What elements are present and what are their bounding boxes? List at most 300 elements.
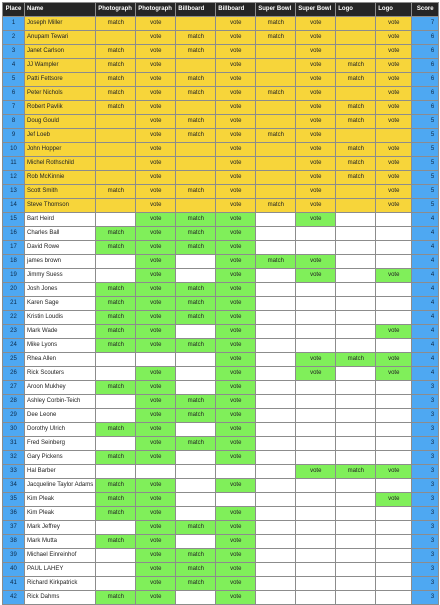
- superbowl-match-cell[interactable]: [256, 521, 296, 535]
- logo-match-cell[interactable]: [336, 409, 376, 423]
- place-cell[interactable]: 4: [3, 59, 25, 73]
- superbowl-match-cell[interactable]: [256, 563, 296, 577]
- name-cell[interactable]: Aroon Mukhey: [25, 381, 96, 395]
- logo-match-cell[interactable]: [336, 185, 376, 199]
- photograph-vote-cell[interactable]: vote: [136, 577, 176, 591]
- photograph-vote-cell[interactable]: vote: [136, 171, 176, 185]
- name-cell[interactable]: Kim Pleak: [25, 493, 96, 507]
- billboard-vote-cell[interactable]: vote: [216, 563, 256, 577]
- name-cell[interactable]: Patti Fettsore: [25, 73, 96, 87]
- superbowl-vote-cell[interactable]: [296, 339, 336, 353]
- superbowl-match-cell[interactable]: [256, 353, 296, 367]
- name-cell[interactable]: Michel Rothschild: [25, 157, 96, 171]
- photograph-match-cell[interactable]: match: [96, 283, 136, 297]
- billboard-vote-cell[interactable]: vote: [216, 423, 256, 437]
- name-cell[interactable]: Josh Jones: [25, 283, 96, 297]
- billboard-match-cell[interactable]: [176, 451, 216, 465]
- logo-match-cell[interactable]: [336, 17, 376, 31]
- logo-match-cell[interactable]: [336, 577, 376, 591]
- photograph-match-cell[interactable]: match: [96, 423, 136, 437]
- name-cell[interactable]: Mark Mutta: [25, 535, 96, 549]
- logo-vote-cell[interactable]: vote: [376, 465, 412, 479]
- billboard-vote-cell[interactable]: vote: [216, 171, 256, 185]
- place-cell[interactable]: 29: [3, 409, 25, 423]
- superbowl-match-cell[interactable]: [256, 381, 296, 395]
- logo-vote-cell[interactable]: [376, 129, 412, 143]
- name-cell[interactable]: Peter Nichols: [25, 87, 96, 101]
- billboard-match-cell[interactable]: [176, 493, 216, 507]
- name-cell[interactable]: Mark Wade: [25, 325, 96, 339]
- billboard-match-cell[interactable]: match: [176, 339, 216, 353]
- photograph-match-cell[interactable]: match: [96, 325, 136, 339]
- billboard-vote-cell[interactable]: vote: [216, 115, 256, 129]
- logo-vote-cell[interactable]: [376, 451, 412, 465]
- logo-match-cell[interactable]: match: [336, 115, 376, 129]
- superbowl-match-cell[interactable]: [256, 493, 296, 507]
- logo-match-cell[interactable]: [336, 535, 376, 549]
- place-cell[interactable]: 27: [3, 381, 25, 395]
- superbowl-vote-cell[interactable]: [296, 479, 336, 493]
- name-cell[interactable]: Karen Sage: [25, 297, 96, 311]
- column-header-name[interactable]: Name: [25, 3, 96, 17]
- name-cell[interactable]: Ashley Corbin-Teich: [25, 395, 96, 409]
- logo-vote-cell[interactable]: [376, 423, 412, 437]
- superbowl-match-cell[interactable]: match: [256, 255, 296, 269]
- photograph-vote-cell[interactable]: vote: [136, 409, 176, 423]
- photograph-vote-cell[interactable]: vote: [136, 269, 176, 283]
- place-cell[interactable]: 34: [3, 479, 25, 493]
- superbowl-match-cell[interactable]: [256, 283, 296, 297]
- logo-match-cell[interactable]: [336, 437, 376, 451]
- photograph-match-cell[interactable]: [96, 129, 136, 143]
- photograph-match-cell[interactable]: [96, 563, 136, 577]
- billboard-match-cell[interactable]: match: [176, 549, 216, 563]
- name-cell[interactable]: Robert Pavlik: [25, 101, 96, 115]
- logo-vote-cell[interactable]: vote: [376, 325, 412, 339]
- billboard-vote-cell[interactable]: vote: [216, 31, 256, 45]
- place-cell[interactable]: 11: [3, 157, 25, 171]
- billboard-match-cell[interactable]: [176, 535, 216, 549]
- superbowl-match-cell[interactable]: [256, 269, 296, 283]
- photograph-match-cell[interactable]: match: [96, 59, 136, 73]
- score-cell[interactable]: 3: [412, 465, 439, 479]
- superbowl-match-cell[interactable]: [256, 59, 296, 73]
- billboard-match-cell[interactable]: match: [176, 115, 216, 129]
- place-cell[interactable]: 1: [3, 17, 25, 31]
- superbowl-vote-cell[interactable]: vote: [296, 367, 336, 381]
- superbowl-vote-cell[interactable]: [296, 549, 336, 563]
- score-cell[interactable]: 3: [412, 395, 439, 409]
- place-cell[interactable]: 32: [3, 451, 25, 465]
- photograph-vote-cell[interactable]: vote: [136, 521, 176, 535]
- billboard-vote-cell[interactable]: vote: [216, 409, 256, 423]
- photograph-vote-cell[interactable]: vote: [136, 479, 176, 493]
- score-cell[interactable]: 4: [412, 227, 439, 241]
- logo-vote-cell[interactable]: vote: [376, 73, 412, 87]
- photograph-match-cell[interactable]: [96, 143, 136, 157]
- superbowl-match-cell[interactable]: [256, 479, 296, 493]
- name-cell[interactable]: David Rowe: [25, 241, 96, 255]
- score-cell[interactable]: 6: [412, 73, 439, 87]
- score-cell[interactable]: 5: [412, 115, 439, 129]
- score-cell[interactable]: 4: [412, 367, 439, 381]
- place-cell[interactable]: 16: [3, 227, 25, 241]
- photograph-vote-cell[interactable]: vote: [136, 59, 176, 73]
- logo-match-cell[interactable]: [336, 255, 376, 269]
- photograph-vote-cell[interactable]: vote: [136, 157, 176, 171]
- score-cell[interactable]: 5: [412, 157, 439, 171]
- billboard-vote-cell[interactable]: vote: [216, 129, 256, 143]
- billboard-match-cell[interactable]: [176, 591, 216, 605]
- superbowl-vote-cell[interactable]: [296, 535, 336, 549]
- logo-vote-cell[interactable]: vote: [376, 31, 412, 45]
- billboard-match-cell[interactable]: match: [176, 521, 216, 535]
- photograph-vote-cell[interactable]: vote: [136, 423, 176, 437]
- name-cell[interactable]: Kristin Loudis: [25, 311, 96, 325]
- logo-vote-cell[interactable]: [376, 437, 412, 451]
- billboard-vote-cell[interactable]: vote: [216, 311, 256, 325]
- photograph-vote-cell[interactable]: vote: [136, 255, 176, 269]
- billboard-match-cell[interactable]: [176, 143, 216, 157]
- logo-vote-cell[interactable]: [376, 549, 412, 563]
- superbowl-vote-cell[interactable]: vote: [296, 353, 336, 367]
- logo-vote-cell[interactable]: vote: [376, 17, 412, 31]
- logo-match-cell[interactable]: [336, 493, 376, 507]
- logo-match-cell[interactable]: [336, 311, 376, 325]
- photograph-vote-cell[interactable]: vote: [136, 549, 176, 563]
- score-cell[interactable]: 6: [412, 101, 439, 115]
- photograph-vote-cell[interactable]: vote: [136, 45, 176, 59]
- score-cell[interactable]: 4: [412, 241, 439, 255]
- photograph-match-cell[interactable]: [96, 171, 136, 185]
- billboard-vote-cell[interactable]: vote: [216, 73, 256, 87]
- photograph-vote-cell[interactable]: vote: [136, 311, 176, 325]
- superbowl-vote-cell[interactable]: vote: [296, 115, 336, 129]
- logo-vote-cell[interactable]: [376, 395, 412, 409]
- billboard-match-cell[interactable]: match: [176, 437, 216, 451]
- superbowl-match-cell[interactable]: match: [256, 87, 296, 101]
- photograph-vote-cell[interactable]: vote: [136, 213, 176, 227]
- logo-match-cell[interactable]: match: [336, 143, 376, 157]
- billboard-vote-cell[interactable]: vote: [216, 185, 256, 199]
- superbowl-vote-cell[interactable]: [296, 451, 336, 465]
- logo-vote-cell[interactable]: [376, 409, 412, 423]
- billboard-match-cell[interactable]: [176, 17, 216, 31]
- place-cell[interactable]: 2: [3, 31, 25, 45]
- billboard-vote-cell[interactable]: [216, 493, 256, 507]
- billboard-match-cell[interactable]: match: [176, 241, 216, 255]
- billboard-vote-cell[interactable]: vote: [216, 269, 256, 283]
- name-cell[interactable]: james brown: [25, 255, 96, 269]
- place-cell[interactable]: 15: [3, 213, 25, 227]
- logo-vote-cell[interactable]: [376, 479, 412, 493]
- billboard-match-cell[interactable]: [176, 157, 216, 171]
- name-cell[interactable]: Bart Heird: [25, 213, 96, 227]
- superbowl-match-cell[interactable]: [256, 241, 296, 255]
- place-cell[interactable]: 7: [3, 101, 25, 115]
- superbowl-match-cell[interactable]: [256, 423, 296, 437]
- superbowl-vote-cell[interactable]: vote: [296, 213, 336, 227]
- photograph-match-cell[interactable]: [96, 367, 136, 381]
- billboard-match-cell[interactable]: [176, 59, 216, 73]
- name-cell[interactable]: Steve Thomson: [25, 199, 96, 213]
- photograph-vote-cell[interactable]: vote: [136, 101, 176, 115]
- billboard-match-cell[interactable]: match: [176, 87, 216, 101]
- logo-vote-cell[interactable]: [376, 297, 412, 311]
- superbowl-match-cell[interactable]: match: [256, 31, 296, 45]
- superbowl-match-cell[interactable]: [256, 339, 296, 353]
- billboard-match-cell[interactable]: match: [176, 227, 216, 241]
- score-cell[interactable]: 3: [412, 381, 439, 395]
- photograph-match-cell[interactable]: match: [96, 241, 136, 255]
- superbowl-vote-cell[interactable]: vote: [296, 269, 336, 283]
- superbowl-vote-cell[interactable]: [296, 437, 336, 451]
- score-cell[interactable]: 7: [412, 17, 439, 31]
- photograph-vote-cell[interactable]: vote: [136, 241, 176, 255]
- name-cell[interactable]: PAUL LAHEY: [25, 563, 96, 577]
- place-cell[interactable]: 26: [3, 367, 25, 381]
- superbowl-vote-cell[interactable]: vote: [296, 255, 336, 269]
- place-cell[interactable]: 41: [3, 577, 25, 591]
- photograph-vote-cell[interactable]: [136, 353, 176, 367]
- billboard-vote-cell[interactable]: vote: [216, 17, 256, 31]
- logo-match-cell[interactable]: [336, 479, 376, 493]
- score-cell[interactable]: 3: [412, 409, 439, 423]
- superbowl-vote-cell[interactable]: [296, 395, 336, 409]
- superbowl-vote-cell[interactable]: [296, 325, 336, 339]
- logo-vote-cell[interactable]: vote: [376, 59, 412, 73]
- logo-vote-cell[interactable]: vote: [376, 353, 412, 367]
- score-cell[interactable]: 3: [412, 591, 439, 605]
- billboard-match-cell[interactable]: match: [176, 409, 216, 423]
- photograph-vote-cell[interactable]: vote: [136, 143, 176, 157]
- logo-match-cell[interactable]: [336, 213, 376, 227]
- superbowl-vote-cell[interactable]: vote: [296, 31, 336, 45]
- billboard-match-cell[interactable]: [176, 479, 216, 493]
- logo-vote-cell[interactable]: [376, 507, 412, 521]
- score-cell[interactable]: 5: [412, 185, 439, 199]
- superbowl-vote-cell[interactable]: vote: [296, 73, 336, 87]
- logo-match-cell[interactable]: [336, 31, 376, 45]
- score-cell[interactable]: 4: [412, 269, 439, 283]
- superbowl-match-cell[interactable]: [256, 577, 296, 591]
- score-cell[interactable]: 4: [412, 297, 439, 311]
- photograph-match-cell[interactable]: [96, 353, 136, 367]
- photograph-match-cell[interactable]: match: [96, 17, 136, 31]
- photograph-match-cell[interactable]: match: [96, 297, 136, 311]
- place-cell[interactable]: 8: [3, 115, 25, 129]
- billboard-vote-cell[interactable]: vote: [216, 395, 256, 409]
- superbowl-vote-cell[interactable]: vote: [296, 185, 336, 199]
- score-cell[interactable]: 3: [412, 451, 439, 465]
- billboard-match-cell[interactable]: [176, 255, 216, 269]
- name-cell[interactable]: Gary Pickens: [25, 451, 96, 465]
- logo-vote-cell[interactable]: vote: [376, 115, 412, 129]
- column-header-logo-vote[interactable]: Logo: [376, 3, 412, 17]
- superbowl-vote-cell[interactable]: vote: [296, 157, 336, 171]
- score-cell[interactable]: 3: [412, 577, 439, 591]
- logo-vote-cell[interactable]: [376, 255, 412, 269]
- name-cell[interactable]: Rhea Allen: [25, 353, 96, 367]
- superbowl-vote-cell[interactable]: [296, 423, 336, 437]
- billboard-match-cell[interactable]: match: [176, 577, 216, 591]
- logo-vote-cell[interactable]: [376, 521, 412, 535]
- score-cell[interactable]: 3: [412, 521, 439, 535]
- logo-vote-cell[interactable]: vote: [376, 101, 412, 115]
- billboard-vote-cell[interactable]: vote: [216, 241, 256, 255]
- logo-match-cell[interactable]: match: [336, 73, 376, 87]
- score-cell[interactable]: 5: [412, 143, 439, 157]
- name-cell[interactable]: Mark Jeffrey: [25, 521, 96, 535]
- logo-match-cell[interactable]: [336, 451, 376, 465]
- logo-vote-cell[interactable]: vote: [376, 493, 412, 507]
- billboard-vote-cell[interactable]: vote: [216, 213, 256, 227]
- billboard-match-cell[interactable]: [176, 269, 216, 283]
- place-cell[interactable]: 9: [3, 129, 25, 143]
- billboard-match-cell[interactable]: [176, 353, 216, 367]
- place-cell[interactable]: 36: [3, 507, 25, 521]
- score-cell[interactable]: 6: [412, 87, 439, 101]
- photograph-match-cell[interactable]: match: [96, 451, 136, 465]
- photograph-match-cell[interactable]: match: [96, 87, 136, 101]
- superbowl-match-cell[interactable]: [256, 367, 296, 381]
- logo-vote-cell[interactable]: [376, 283, 412, 297]
- photograph-match-cell[interactable]: [96, 549, 136, 563]
- place-cell[interactable]: 22: [3, 311, 25, 325]
- superbowl-match-cell[interactable]: [256, 115, 296, 129]
- photograph-vote-cell[interactable]: vote: [136, 367, 176, 381]
- photograph-match-cell[interactable]: match: [96, 311, 136, 325]
- place-cell[interactable]: 35: [3, 493, 25, 507]
- name-cell[interactable]: Jef Loeb: [25, 129, 96, 143]
- photograph-match-cell[interactable]: match: [96, 493, 136, 507]
- photograph-vote-cell[interactable]: vote: [136, 31, 176, 45]
- billboard-vote-cell[interactable]: vote: [216, 535, 256, 549]
- photograph-match-cell[interactable]: [96, 577, 136, 591]
- logo-vote-cell[interactable]: [376, 339, 412, 353]
- superbowl-match-cell[interactable]: [256, 171, 296, 185]
- logo-match-cell[interactable]: [336, 241, 376, 255]
- place-cell[interactable]: 10: [3, 143, 25, 157]
- name-cell[interactable]: Rob McKinnie: [25, 171, 96, 185]
- place-cell[interactable]: 13: [3, 185, 25, 199]
- photograph-vote-cell[interactable]: vote: [136, 115, 176, 129]
- photograph-vote-cell[interactable]: vote: [136, 17, 176, 31]
- billboard-vote-cell[interactable]: vote: [216, 199, 256, 213]
- place-cell[interactable]: 28: [3, 395, 25, 409]
- name-cell[interactable]: Anupam Tewari: [25, 31, 96, 45]
- photograph-match-cell[interactable]: [96, 115, 136, 129]
- superbowl-match-cell[interactable]: [256, 157, 296, 171]
- logo-match-cell[interactable]: [336, 325, 376, 339]
- logo-vote-cell[interactable]: [376, 591, 412, 605]
- place-cell[interactable]: 25: [3, 353, 25, 367]
- name-cell[interactable]: Rick Dahms: [25, 591, 96, 605]
- superbowl-vote-cell[interactable]: [296, 591, 336, 605]
- column-header-place[interactable]: Place: [3, 3, 25, 17]
- photograph-match-cell[interactable]: match: [96, 185, 136, 199]
- place-cell[interactable]: 21: [3, 297, 25, 311]
- photograph-match-cell[interactable]: [96, 199, 136, 213]
- photograph-match-cell[interactable]: [96, 437, 136, 451]
- superbowl-vote-cell[interactable]: vote: [296, 101, 336, 115]
- billboard-match-cell[interactable]: match: [176, 395, 216, 409]
- logo-match-cell[interactable]: match: [336, 157, 376, 171]
- place-cell[interactable]: 3: [3, 45, 25, 59]
- billboard-match-cell[interactable]: match: [176, 213, 216, 227]
- name-cell[interactable]: Charles Ball: [25, 227, 96, 241]
- score-cell[interactable]: 3: [412, 493, 439, 507]
- superbowl-match-cell[interactable]: [256, 311, 296, 325]
- logo-match-cell[interactable]: [336, 521, 376, 535]
- logo-vote-cell[interactable]: vote: [376, 199, 412, 213]
- logo-match-cell[interactable]: [336, 283, 376, 297]
- superbowl-vote-cell[interactable]: [296, 409, 336, 423]
- logo-vote-cell[interactable]: vote: [376, 185, 412, 199]
- billboard-vote-cell[interactable]: vote: [216, 45, 256, 59]
- photograph-match-cell[interactable]: match: [96, 227, 136, 241]
- logo-match-cell[interactable]: [336, 87, 376, 101]
- name-cell[interactable]: Fred Seinberg: [25, 437, 96, 451]
- superbowl-match-cell[interactable]: [256, 507, 296, 521]
- superbowl-match-cell[interactable]: [256, 549, 296, 563]
- superbowl-vote-cell[interactable]: [296, 521, 336, 535]
- superbowl-vote-cell[interactable]: vote: [296, 465, 336, 479]
- photograph-vote-cell[interactable]: vote: [136, 493, 176, 507]
- name-cell[interactable]: Doug Gould: [25, 115, 96, 129]
- photograph-match-cell[interactable]: [96, 409, 136, 423]
- superbowl-vote-cell[interactable]: vote: [296, 171, 336, 185]
- score-cell[interactable]: 4: [412, 339, 439, 353]
- logo-match-cell[interactable]: [336, 563, 376, 577]
- score-cell[interactable]: 3: [412, 563, 439, 577]
- score-cell[interactable]: 4: [412, 325, 439, 339]
- billboard-match-cell[interactable]: [176, 507, 216, 521]
- billboard-vote-cell[interactable]: vote: [216, 381, 256, 395]
- place-cell[interactable]: 30: [3, 423, 25, 437]
- column-header-photograph-vote[interactable]: Photograph: [136, 3, 176, 17]
- billboard-vote-cell[interactable]: vote: [216, 507, 256, 521]
- superbowl-match-cell[interactable]: [256, 325, 296, 339]
- billboard-vote-cell[interactable]: vote: [216, 157, 256, 171]
- photograph-match-cell[interactable]: match: [96, 507, 136, 521]
- billboard-vote-cell[interactable]: vote: [216, 297, 256, 311]
- column-header-score[interactable]: Score: [412, 3, 439, 17]
- score-cell[interactable]: 6: [412, 45, 439, 59]
- photograph-match-cell[interactable]: [96, 395, 136, 409]
- logo-match-cell[interactable]: [336, 339, 376, 353]
- photograph-vote-cell[interactable]: vote: [136, 87, 176, 101]
- billboard-match-cell[interactable]: [176, 465, 216, 479]
- logo-match-cell[interactable]: [336, 227, 376, 241]
- superbowl-vote-cell[interactable]: [296, 311, 336, 325]
- logo-vote-cell[interactable]: [376, 311, 412, 325]
- logo-vote-cell[interactable]: vote: [376, 87, 412, 101]
- place-cell[interactable]: 40: [3, 563, 25, 577]
- score-cell[interactable]: 4: [412, 311, 439, 325]
- superbowl-match-cell[interactable]: [256, 535, 296, 549]
- billboard-vote-cell[interactable]: vote: [216, 339, 256, 353]
- billboard-vote-cell[interactable]: vote: [216, 353, 256, 367]
- superbowl-match-cell[interactable]: [256, 451, 296, 465]
- place-cell[interactable]: 39: [3, 549, 25, 563]
- photograph-match-cell[interactable]: [96, 521, 136, 535]
- photograph-vote-cell[interactable]: vote: [136, 437, 176, 451]
- superbowl-vote-cell[interactable]: [296, 297, 336, 311]
- superbowl-match-cell[interactable]: [256, 465, 296, 479]
- superbowl-match-cell[interactable]: [256, 297, 296, 311]
- score-cell[interactable]: 3: [412, 437, 439, 451]
